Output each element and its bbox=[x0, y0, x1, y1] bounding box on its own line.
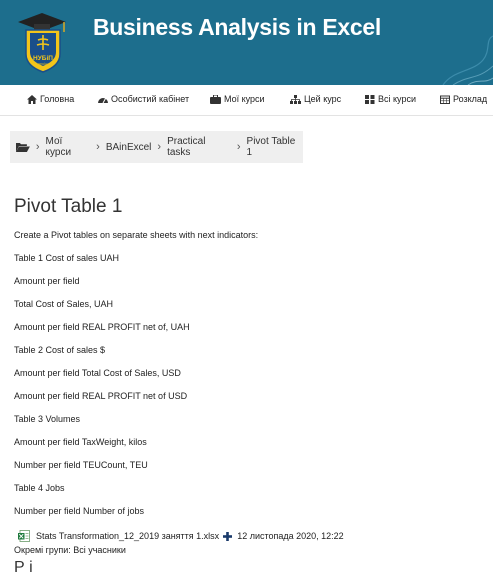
paragraph: Table 3 Volumes bbox=[14, 414, 81, 424]
grid-icon bbox=[365, 95, 375, 104]
paragraph: Amount per field REAL PROFIT net of USD bbox=[14, 391, 188, 401]
paragraph: Amount per field TaxWeight, kilos bbox=[14, 437, 147, 447]
sitemap-icon bbox=[290, 95, 301, 104]
nav-label: Цей курс bbox=[304, 94, 342, 104]
excel-file-icon bbox=[18, 530, 30, 542]
plus-icon[interactable] bbox=[223, 532, 232, 541]
paragraph: Table 4 Jobs bbox=[14, 483, 65, 493]
home-icon bbox=[27, 95, 37, 104]
breadcrumb-separator: › bbox=[236, 141, 241, 153]
next-section-heading: Р і bbox=[14, 559, 33, 576]
paragraph: Create a Pivot tables on separate sheets with next indicators: bbox=[14, 230, 259, 240]
nav-item-all-courses[interactable] bbox=[365, 94, 416, 104]
paragraph: Total Cost of Sales, UAH bbox=[14, 299, 114, 309]
nav-label: Розклад bbox=[453, 94, 488, 104]
attached-file bbox=[18, 530, 344, 542]
paragraph: Number per field TEUCount, TEU bbox=[14, 460, 148, 470]
breadcrumb bbox=[10, 131, 303, 163]
folder-open-icon[interactable] bbox=[16, 142, 30, 152]
breadcrumb-item-my-courses[interactable]: Мої курси bbox=[45, 136, 72, 158]
paragraph: Number per field Number of jobs bbox=[14, 506, 145, 516]
nav-label: Головна bbox=[40, 94, 75, 104]
university-logo[interactable] bbox=[14, 10, 72, 74]
nav-item-dashboard[interactable] bbox=[98, 94, 189, 104]
paragraph: Table 2 Cost of sales $ bbox=[14, 345, 106, 355]
groups-selector[interactable]: Окремі групи: Всі учасники bbox=[14, 545, 126, 555]
paragraph: Amount per field Total Cost of Sales, USD bbox=[14, 368, 181, 378]
svg-text:НУБіП: НУБіП bbox=[33, 55, 53, 62]
breadcrumb-separator: › bbox=[96, 141, 100, 153]
nav-label: Мої курси bbox=[224, 94, 265, 104]
file-name-link[interactable]: Stats Transformation_12_2019 заняття 1.xlsx bbox=[36, 531, 220, 541]
briefcase-icon bbox=[210, 95, 221, 104]
dashboard-icon bbox=[98, 95, 108, 104]
svg-text:УКРАЇНИ: УКРАЇНИ bbox=[36, 62, 50, 66]
nav-item-schedule[interactable] bbox=[440, 94, 487, 104]
nav-label: Всі курси bbox=[378, 94, 416, 104]
main-navigation bbox=[0, 85, 493, 116]
site-header bbox=[0, 0, 493, 85]
nav-item-this-course[interactable] bbox=[290, 94, 341, 104]
breadcrumb-separator: › bbox=[157, 141, 162, 153]
paragraph: Amount per field REAL PROFIT net of, UAH bbox=[14, 322, 190, 332]
paragraph: Table 1 Cost of sales UAH bbox=[14, 253, 120, 263]
breadcrumb-separator: › bbox=[35, 141, 40, 153]
breadcrumb-item-current[interactable]: Pivot Table 1 bbox=[246, 136, 296, 158]
calendar-icon bbox=[440, 95, 450, 104]
page-title: Pivot Table 1 bbox=[14, 196, 123, 217]
site-title[interactable]: Business Analysis in Excel bbox=[93, 14, 381, 40]
nav-item-home[interactable] bbox=[27, 94, 74, 104]
nav-label: Особистий кабінет bbox=[111, 94, 190, 104]
breadcrumb-item-course[interactable]: BAinExcel bbox=[105, 141, 152, 153]
header-decoration bbox=[373, 0, 493, 85]
paragraph: Amount per field bbox=[14, 276, 80, 286]
breadcrumb-item-section[interactable]: Practical tasks bbox=[167, 136, 206, 158]
file-date: 12 листопада 2020, 12:22 bbox=[237, 531, 344, 541]
nav-item-my-courses[interactable] bbox=[210, 94, 265, 104]
